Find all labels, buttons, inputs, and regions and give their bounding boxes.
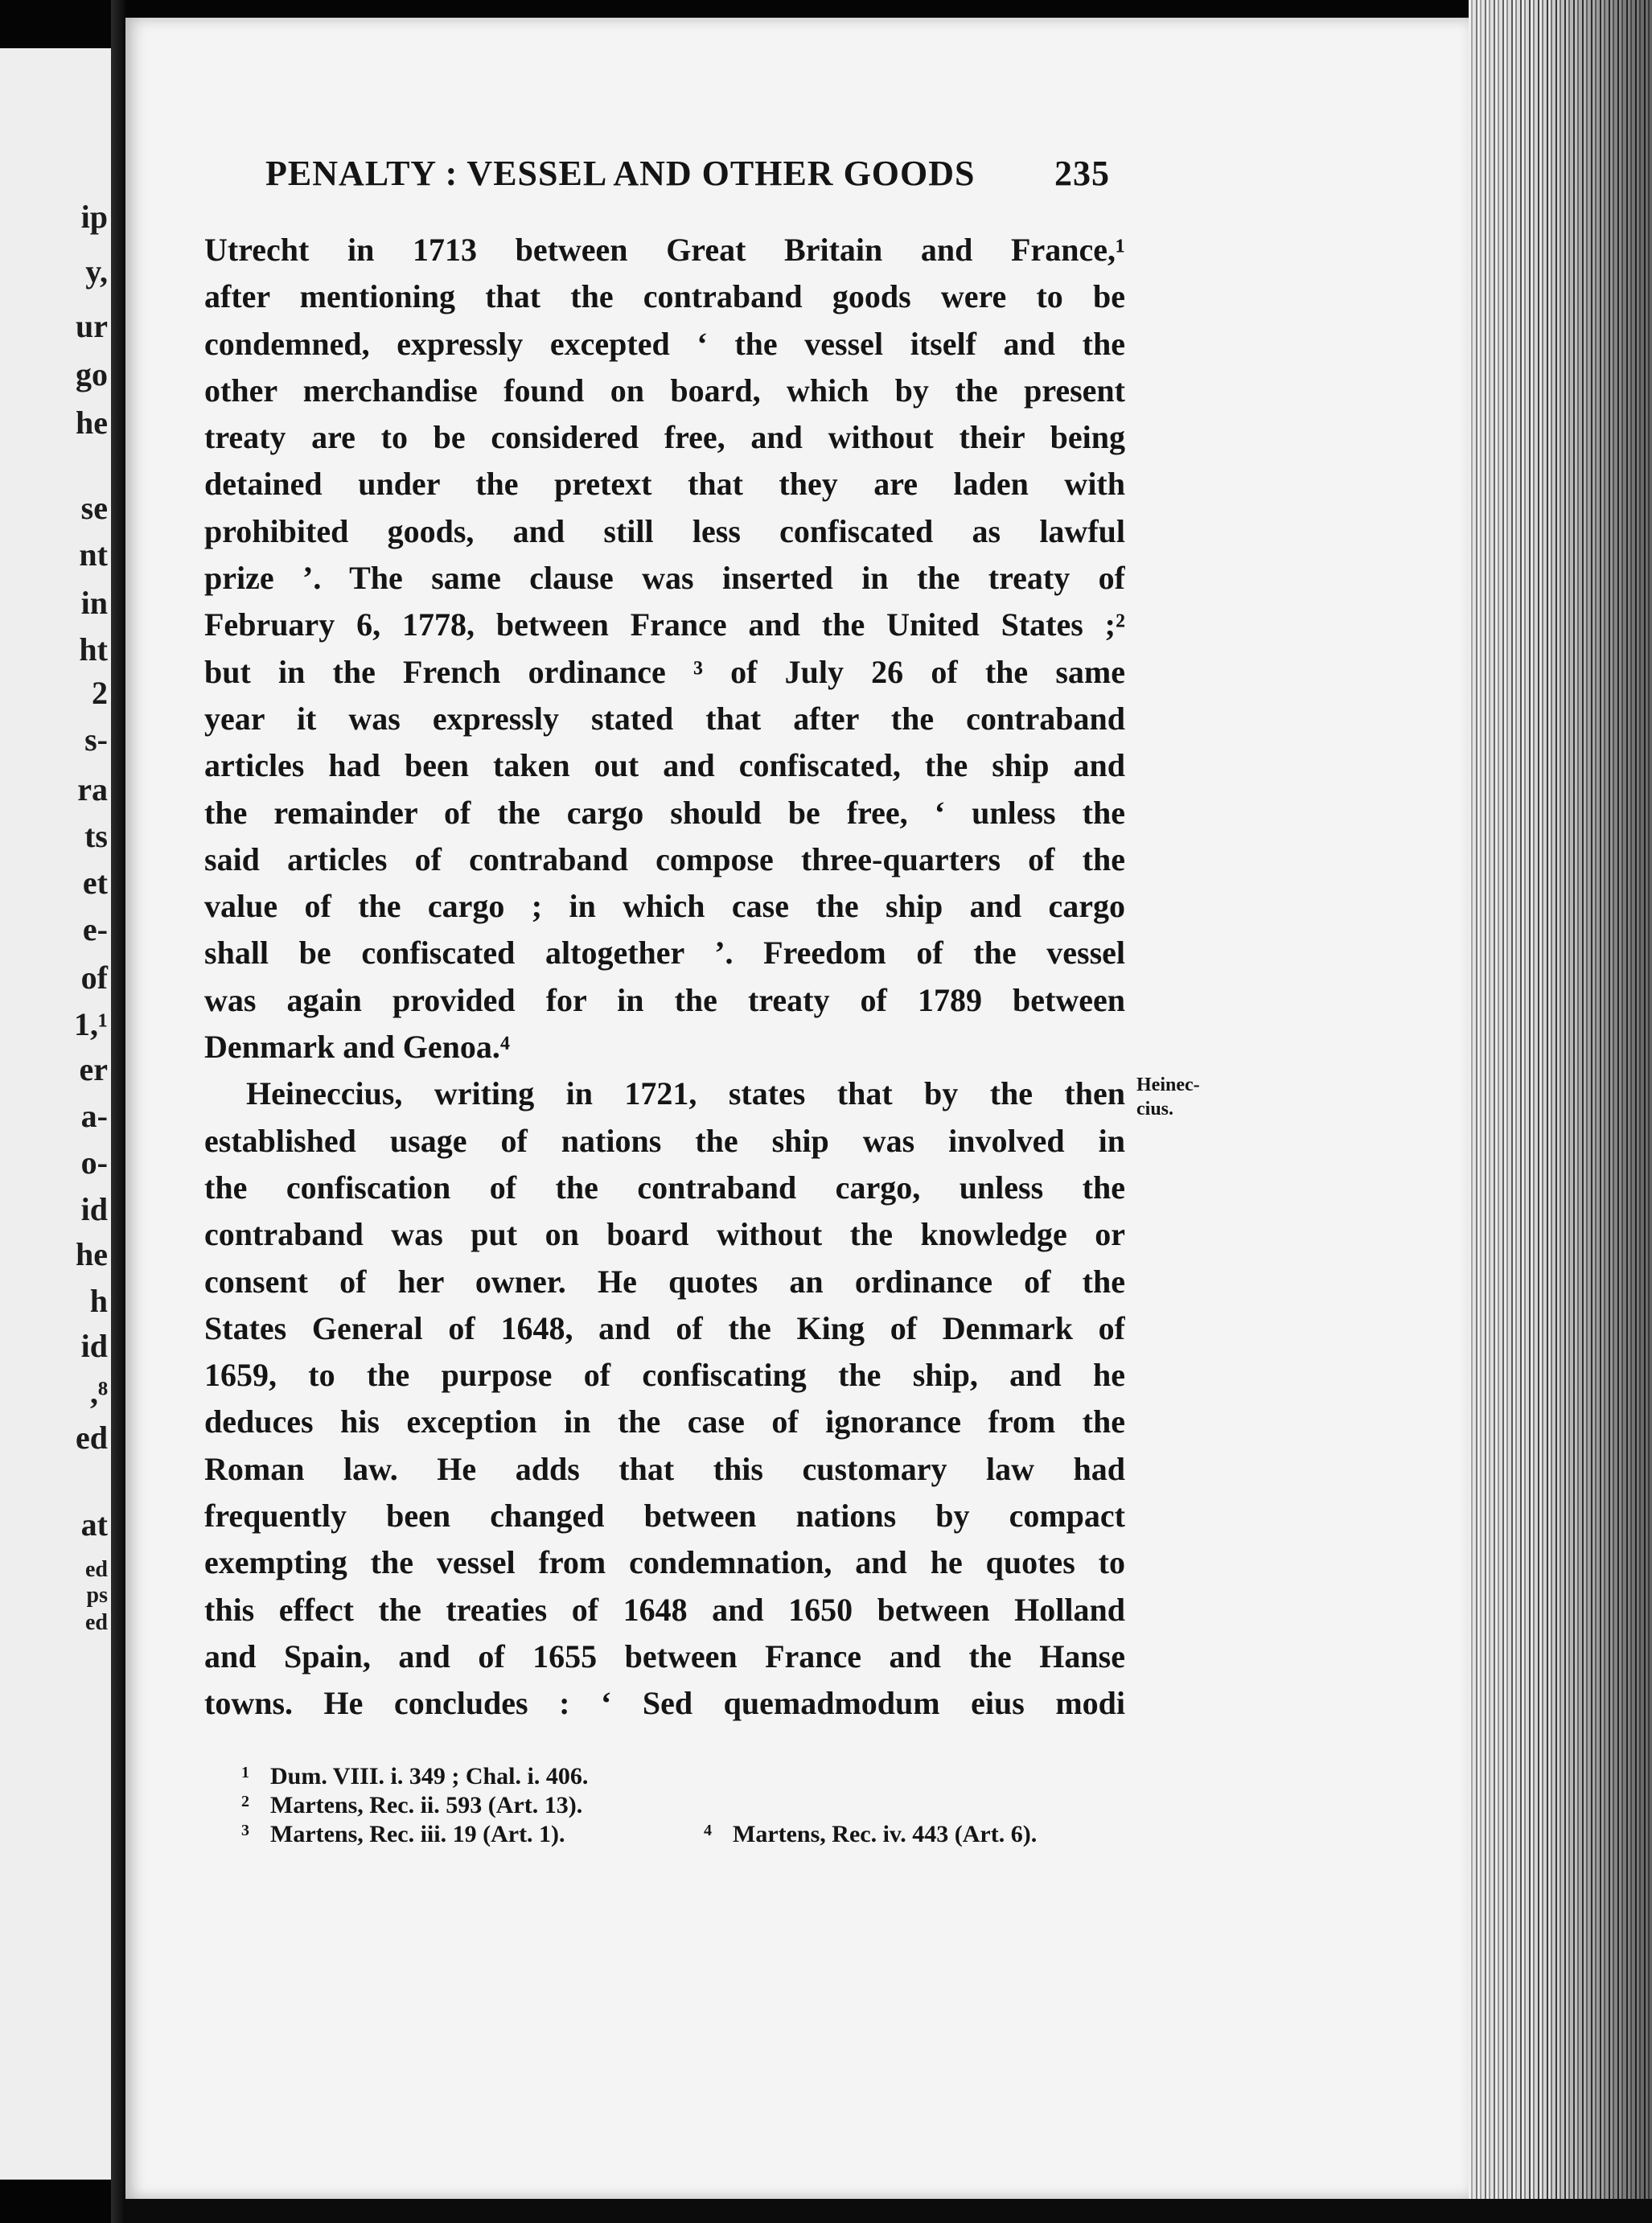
previous-page-fragment: a- — [80, 1098, 108, 1134]
previous-page-fragment: of — [80, 959, 108, 996]
text-line: shall be confiscated altogether ’. Freedom of the vessel — [204, 935, 1125, 972]
running-head-title: PENALTY : VESSEL AND OTHER GOODS — [265, 154, 976, 193]
text-line: exempting the vessel from condemnation, and he quotes to — [204, 1544, 1125, 1581]
previous-page-fragment: ,⁸ — [90, 1374, 108, 1411]
text-line: established usage of nations the ship was involved in — [204, 1122, 1125, 1159]
previous-page-fragment: ed — [76, 1420, 108, 1456]
margin-note — [1136, 1073, 1201, 1121]
footnote — [704, 1816, 1037, 1849]
previous-page-fragment: at — [80, 1506, 108, 1543]
text-line: and Spain, and of 1655 between France and the Hanse — [204, 1637, 1125, 1674]
previous-page-fragment: ra — [77, 771, 108, 807]
previous-page-fragment: ip — [80, 199, 108, 235]
text-line: but in the French ordinance ³ of July 26 of the same — [204, 653, 1125, 690]
text-line: condemned, expressly excepted ‘ the vessel itself and the — [204, 325, 1125, 362]
footnote-mark: 1 — [241, 1764, 249, 1781]
footnote-mark: 3 — [241, 1822, 249, 1839]
previous-page-fragment: h — [89, 1283, 108, 1319]
body-text — [204, 227, 1125, 1728]
text-line: the confiscation of the contraband cargo, unless the — [204, 1169, 1125, 1206]
text-line: articles had been taken out and confiscated, the ship and — [204, 747, 1125, 784]
previous-page-fragment: s- — [84, 721, 108, 758]
text-line: the remainder of the cargo should be free, ‘ unless the — [204, 794, 1125, 831]
previous-page-fragment: 2 — [92, 675, 108, 711]
previous-page-fragment: id — [80, 1191, 108, 1227]
page-edges-shadow — [1469, 0, 1652, 2223]
previous-page-fragment: 1,¹ — [74, 1006, 108, 1042]
footnote-text: Martens, Rec. iii. 19 (Art. 1). — [270, 1821, 565, 1847]
previous-page-fragment: he — [76, 1236, 108, 1272]
footnote-text: Dum. VIII. i. 349 ; Chal. i. 406. — [270, 1763, 589, 1789]
text-line: value of the cargo ; in which case the ship and cargo — [204, 888, 1125, 925]
text-line: was again provided for in the treaty of 1789 between — [204, 981, 1125, 1018]
page-number: 235 — [1054, 154, 1110, 193]
previous-page-fragment: he — [76, 405, 108, 441]
text-line: frequently been changed between nations by compact — [204, 1498, 1125, 1535]
text-line: deduces his exception in the case of ignorance from the — [204, 1403, 1125, 1440]
text-line: Denmark and Genoa.⁴ — [204, 1029, 510, 1066]
text-line: prohibited goods, and still less confiscated as lawful — [204, 512, 1125, 549]
footnote — [241, 1816, 1134, 1845]
previous-page-fragment: in — [80, 585, 108, 621]
previous-page-fragment: ed — [85, 1557, 108, 1582]
footnote-text: Martens, Rec. ii. 593 (Art. 13). — [270, 1792, 583, 1818]
text-line: year it was expressly stated that after the contraband — [204, 700, 1125, 737]
previous-page-fragment: ed — [85, 1610, 108, 1635]
scan-border — [125, 2199, 1652, 2223]
previous-page-fragment: ps — [86, 1583, 108, 1608]
text-line: contraband was put on board without the knowledge or — [204, 1216, 1125, 1253]
footnote — [241, 1787, 1134, 1816]
previous-page-fragment: go — [76, 356, 108, 392]
text-line: prize ’. The same clause was inserted in the treaty of — [204, 560, 1125, 597]
previous-page-fragment: e- — [82, 911, 108, 947]
footnote-text: Martens, Rec. iv. 443 (Art. 6). — [733, 1821, 1038, 1847]
previous-page-edge — [0, 48, 111, 2180]
footnotes — [241, 1758, 1134, 1845]
text-line: treaty are to be considered free, and without their being — [204, 419, 1125, 456]
text-line: States General of 1648, and of the King of Denmark of — [204, 1309, 1125, 1346]
text-line: towns. He concludes : ‘ Sed quemadmodum eius modi — [204, 1685, 1125, 1722]
text-line: said articles of contraband compose three-quarters of the — [204, 840, 1125, 877]
text-line: 1659, to the purpose of confiscating the ship, and he — [204, 1357, 1125, 1394]
previous-page-fragment: et — [82, 865, 108, 901]
text-line: Heineccius, writing in 1721, states that by the then — [246, 1075, 1125, 1112]
margin-note-line: cius. — [1136, 1099, 1174, 1120]
text-line: detained under the pretext that they are laden with — [204, 466, 1125, 503]
previous-page-fragment: se — [80, 490, 108, 526]
text-line: Utrecht in 1713 between Great Britain and France,¹ — [204, 232, 1125, 268]
footnote-mark: 2 — [241, 1793, 249, 1810]
footnote-mark: 4 — [704, 1822, 712, 1839]
text-line: this effect the treaties of 1648 and 1650 between Holland — [204, 1591, 1125, 1628]
previous-page-fragment: ht — [79, 631, 108, 668]
previous-page-fragment: id — [80, 1328, 108, 1364]
previous-page-fragment: er — [79, 1051, 108, 1087]
text-line: other merchandise found on board, which by the present — [204, 372, 1125, 409]
previous-page-fragment: ur — [76, 308, 108, 344]
previous-page-fragment: o- — [80, 1144, 108, 1181]
previous-page-fragment: y, — [85, 253, 108, 290]
text-line: after mentioning that the contraband goods were to be — [204, 278, 1125, 315]
previous-page-fragment: nt — [79, 536, 108, 573]
text-line: consent of her owner. He quotes an ordinance of the — [204, 1263, 1125, 1300]
previous-page-fragment: ts — [84, 818, 108, 854]
margin-note-line: Heinec- — [1136, 1075, 1200, 1095]
text-line: February 6, 1778, between France and the United States ;² — [204, 606, 1125, 643]
running-head — [265, 153, 1110, 201]
book-gutter — [111, 0, 125, 2223]
text-line: Roman law. He adds that this customary law had — [204, 1450, 1125, 1487]
footnote — [241, 1758, 1134, 1787]
